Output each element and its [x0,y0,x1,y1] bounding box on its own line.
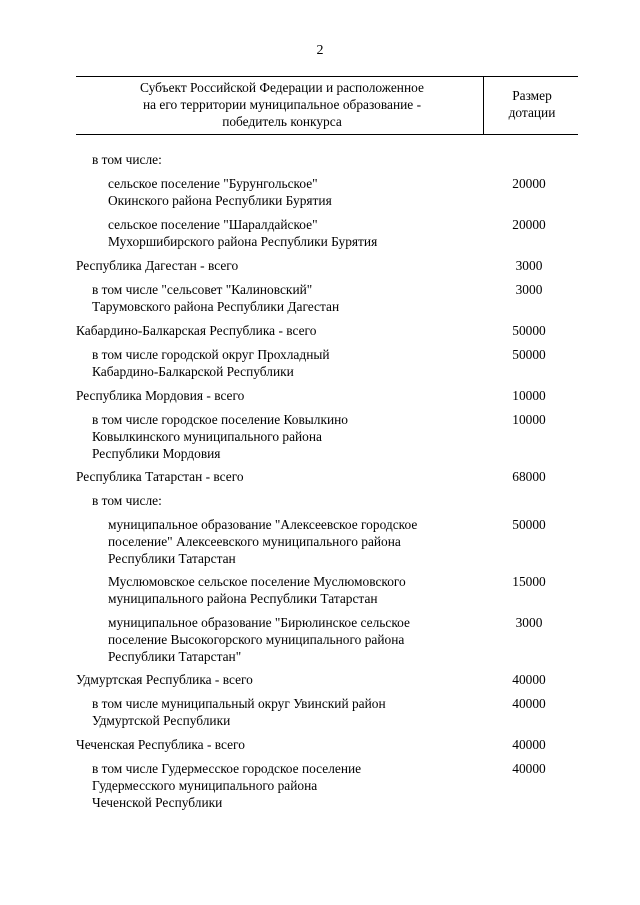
row-entity-line: Чеченской Республики [92,795,223,810]
row-entity-line: сельское поселение "Шаралдайское" [108,217,318,232]
row-subsidy-amount: 10000 [512,388,546,403]
row-entity-line: Мухоршибирского района Республики Бурятия [108,234,378,249]
row-entity-line: в том числе городской округ Прохладный [92,347,330,362]
row-entity-line: в том числе городское поселение Ковылкино [92,412,349,427]
row-subsidy-amount: 10000 [512,412,546,427]
row-entity-name [76,257,238,274]
row-subsidy-amount: 68000 [512,469,546,484]
row-subsidy-amount: 20000 [512,176,546,191]
row-subsidy-amount: 15000 [512,574,546,589]
row-subsidy-amount: 40000 [512,696,546,711]
row-entity-line: поселение" Алексеевского муниципального района [108,534,401,549]
row-entity-line: Ковылкинского муниципального района [92,429,322,444]
row-entity-line: Тарумовского района Республики Дагестан [92,299,340,314]
row-entity-line: муниципальное образование "Алексеевское городское [108,517,418,532]
row-entity-line: Чеченская Республика - всего [76,737,245,752]
row-entity-line: поселение Высокогорского муниципального района [108,632,405,647]
row-subsidy-amount: 3000 [515,615,543,630]
row-entity-name [108,573,406,607]
row-entity-line: в том числе: [92,152,162,167]
row-subsidy-amount: 50000 [512,347,546,362]
row-entity-name [76,671,253,688]
row-entity-line: муниципального района Республики Татарстан [108,591,378,606]
row-entity-name [108,516,417,567]
row-entity-name [76,468,244,485]
row-entity-name [92,411,348,462]
row-entity-line: Гудермесского муниципального района [92,778,318,793]
row-entity-name [92,281,339,315]
row-subsidy-amount: 40000 [512,672,546,687]
row-entity-line: Республики Мордовия [92,446,221,461]
row-entity-line: Муслюмовское сельское поселение Муслюмовского [108,574,406,589]
row-entity-name [108,175,332,209]
row-entity-line: в том числе: [92,493,162,508]
row-subsidy-amount: 50000 [512,323,546,338]
row-entity-name [92,695,386,729]
row-entity-line: в том числе Гудермесское городское поселение [92,761,362,776]
row-entity-name [92,760,361,811]
row-entity-name [76,322,316,339]
row-entity-line: Удмуртская Республика - всего [76,672,253,687]
row-entity-line: в том числе "сельсовет "Калиновский" [92,282,313,297]
header-subject-line: Субъект Российской Федерации и расположенное [140,80,424,95]
row-entity-name [76,736,245,753]
header-subject-line: на его территории муниципальное образование - [142,97,422,112]
row-entity-name [92,346,330,380]
row-entity-line: Республика Мордовия - всего [76,388,245,403]
row-entity-line: Республики Татарстан" [108,649,242,664]
row-entity-line: Республики Татарстан [108,551,236,566]
row-entity-name [76,387,244,404]
row-subsidy-amount: 40000 [512,761,546,776]
row-entity-line: сельское поселение "Бурунгольское" [108,176,318,191]
row-entity-line: Кабардино-Балкарская Республика - всего [76,323,317,338]
header-size-line: Размер [512,88,552,103]
row-subsidy-amount: 3000 [515,258,543,273]
row-entity-line: в том числе муниципальный округ Увинский район [92,696,386,711]
row-subsidy-amount: 3000 [515,282,543,297]
row-subsidy-amount: 50000 [512,517,546,532]
row-entity-line: муниципальное образование "Бирюлинское сельское [108,615,410,630]
page-number: 2 [316,43,324,58]
row-subsidy-amount: 40000 [512,737,546,752]
row-entity-line: Удмуртской Республики [92,713,231,728]
row-entity-line: Окинского района Республики Бурятия [108,193,332,208]
row-entity-name [108,216,377,250]
row-entity-line: Республика Татарстан - всего [76,469,244,484]
row-entity-name [92,492,162,509]
header-subject-line: победитель конкурса [222,114,342,129]
row-entity-name [108,614,410,665]
row-entity-name [92,151,162,168]
row-entity-line: Республика Дагестан - всего [76,258,239,273]
row-subsidy-amount: 20000 [512,217,546,232]
row-entity-line: Кабардино-Балкарской Республики [92,364,294,379]
header-size-line: дотации [508,105,556,120]
